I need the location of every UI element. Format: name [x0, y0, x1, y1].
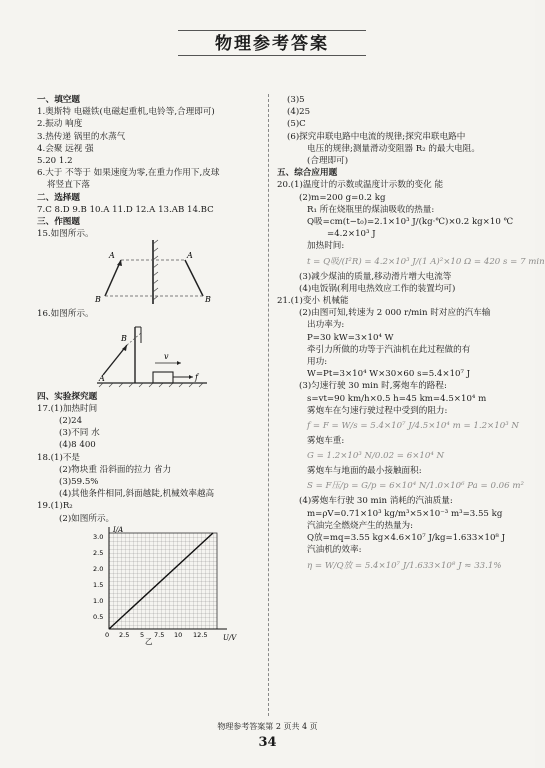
answer-line: (6)探究串联电路中电流的规律;探究串联电路中 — [287, 131, 466, 142]
answer-line: 3.热传递 锅里的水蒸气 — [37, 131, 126, 142]
column-divider — [268, 94, 269, 716]
answer-line: 16.如图所示。 — [37, 309, 94, 320]
answer-line: 2.振动 响度 — [37, 119, 83, 130]
answer-line: 汽油完全燃烧产生的热量为: — [307, 520, 414, 531]
answer-line: (4)其他条件相同,斜面越陡,机械效率越高 — [59, 489, 215, 500]
answer-line: 20.(1)温度计的示数或温度计示数的变化 能 — [277, 180, 444, 191]
section-experiment-heading: 四、实验探究题 — [37, 391, 98, 402]
graph-caption: 乙 — [145, 636, 153, 646]
answer-line: 5.20 1.2 — [37, 156, 73, 167]
answer-line: 出功率为: — [307, 320, 345, 331]
answer-line: (2)24 — [59, 416, 83, 427]
figure-15-svg — [37, 240, 262, 304]
figure-19-graph — [37, 525, 262, 645]
answer-line: (3)不同 水 — [59, 428, 100, 439]
answer-line: 4.会聚 远视 强 — [37, 143, 94, 154]
answer-line: W=Pt=3×10⁴ W×30×60 s=5.4×10⁷ J — [307, 369, 471, 380]
graph-y-label: I/A — [113, 525, 124, 534]
figure-16-label-v: v — [164, 351, 169, 361]
answer-line: 牵引力所做的功等于汽油机在此过程做的有 — [307, 344, 471, 355]
answer-line: (5)C — [287, 119, 306, 130]
answer-line: =4.2×10³ J — [327, 229, 376, 240]
figure-16-label-a: A — [99, 373, 105, 383]
answer-line: (合理即可) — [307, 156, 349, 167]
answer-line: (4)8 400 — [59, 440, 96, 451]
figure-15-label-a: A — [109, 251, 115, 261]
answer-line: 1.奥斯特 电磁铁(电磁起重机,电铃等,合理即可) — [37, 107, 215, 118]
figure-16 — [37, 321, 262, 391]
left-column — [37, 94, 262, 645]
answer-line: 21.(1)变小 机械能 — [277, 296, 349, 307]
page-footer: 物理参考答案第 2 页共 4 页 — [217, 722, 318, 731]
answer-line: (3)59.5% — [59, 477, 99, 488]
graph-y-tick: 0.5 — [93, 612, 104, 621]
answer-line: Q吸=cm(t−t₀)=2.1×10³ J/(kg·℃)×0.2 kg×10 ℃ — [307, 217, 514, 228]
graph-x-tick: 7.5 — [154, 630, 165, 639]
figure-15-label-b-prime: B — [205, 295, 211, 305]
graph-y-tick: 1.5 — [93, 580, 104, 589]
answer-line: 雾炮车重: — [307, 436, 345, 447]
right-column — [277, 94, 545, 575]
figure-16-svg — [37, 321, 262, 391]
answer-formula: t = Q吸/(I²R) = 4.2×10³ J/(1 A)²×10 Ω = 420 s = 7 min — [307, 256, 545, 267]
answer-line: (3)5 — [287, 95, 305, 105]
answer-line: m=ρV=0.71×10³ kg/m³×5×10⁻³ m³=3.55 kg — [307, 508, 503, 519]
answer-line: 用功: — [307, 357, 328, 368]
section-fill-blank-heading: 一、填空题 — [37, 95, 80, 105]
answer-formula: η = W/Q放 = 5.4×10⁷ J/1.633×10⁸ J ≈ 33.1% — [307, 560, 502, 571]
answer-line: Q放=mq=3.55 kg×4.6×10⁷ J/kg=1.633×10⁸ J — [307, 533, 506, 544]
answer-line: 雾炮车在匀速行驶过程中受到的阻力: — [307, 405, 448, 416]
answer-line: 15.如图所示。 — [37, 229, 94, 240]
section-drawing-heading: 三、作图题 — [37, 217, 80, 228]
answer-formula: G = 1.2×10³ N/0.02 = 6×10⁴ N — [307, 451, 445, 462]
figure-15-label-b: B — [95, 295, 101, 305]
section-choice-heading: 二、选择题 — [37, 192, 80, 203]
answer-line: (2)m=200 g=0.2 kg — [299, 192, 386, 203]
answer-line: R₁ 所在烧瓶里的煤油吸收的热量: — [307, 204, 435, 215]
answer-line: 6.大于 不等于 如果速度为零,在重力作用下,皮球 — [37, 168, 220, 179]
page-number: 34 — [258, 735, 277, 750]
answer-formula: f = F = W/s = 5.4×10⁷ J/4.5×10⁴ m = 1.2×10³ N — [307, 421, 519, 432]
graph-x-tick: 5 — [140, 630, 145, 639]
answer-line: s=vt=90 km/h×0.5 h=45 km=4.5×10⁴ m — [307, 393, 487, 404]
figure-15 — [37, 240, 262, 304]
answer-line: 7.C 8.D 9.B 10.A 11.D 12.A 13.AB 14.BC — [37, 204, 214, 215]
answer-line: 19.(1)R₂ — [37, 501, 73, 512]
graph-x-tick: 0 — [105, 630, 110, 639]
answer-line: (3)减少煤油的质量,移动滑片增大电流等 — [299, 271, 452, 282]
answer-line: 雾炮车与地面的最小接触面积: — [307, 466, 422, 477]
answer-line: (3)匀速行驶 30 min 时,雾炮车的路程: — [299, 381, 447, 392]
answer-line: (2)如图所示。 — [59, 513, 115, 524]
answer-line: (2)物块重 沿斜面的拉力 省力 — [59, 464, 172, 475]
graph-y-tick: 2.5 — [93, 548, 104, 557]
section-application-heading: 五、综合应用题 — [277, 168, 338, 179]
figure-16-label-f: f — [195, 372, 198, 382]
answer-line: (4)电饭锅(利用电热效应工作的装置均可) — [299, 283, 456, 294]
answer-line: 将竖直下落 — [47, 180, 90, 191]
graph-x-tick: 10 — [174, 630, 183, 639]
answer-line: 加热时间: — [307, 241, 345, 252]
answer-line: (4)雾炮车行驶 30 min 消耗的汽油质量: — [299, 496, 453, 507]
page-title: 物理参考答案 — [178, 30, 366, 56]
graph-y-tick: 1.0 — [93, 596, 104, 605]
answer-line: 18.(1)不是 — [37, 452, 81, 463]
figure-19-graph-svg — [37, 525, 262, 645]
answer-line: 电压的规律;测量滑动变阻器 R₂ 的最大电阻。 — [307, 143, 480, 154]
graph-y-tick: 2.0 — [93, 564, 104, 573]
graph-x-tick: 12.5 — [193, 630, 208, 639]
graph-x-tick: 2.5 — [119, 630, 130, 639]
graph-y-tick: 3.0 — [93, 532, 104, 541]
figure-15-label-a-prime: A — [187, 251, 193, 261]
answer-line: (2)由图可知,转速为 2 000 r/min 时对应的汽车输 — [299, 308, 491, 319]
answer-line: P=30 kW=3×10⁴ W — [307, 332, 394, 343]
figure-16-label-b: B — [121, 333, 127, 343]
answer-line: 汽油机的效率: — [307, 545, 362, 556]
graph-x-label: U/V — [223, 633, 237, 642]
answer-line: 17.(1)加热时间 — [37, 403, 98, 414]
answer-line: (4)25 — [287, 107, 311, 118]
answer-formula: S = F压/p = G/p = 6×10⁴ N/1.0×10⁶ Pa = 0.06 m² — [307, 481, 524, 492]
